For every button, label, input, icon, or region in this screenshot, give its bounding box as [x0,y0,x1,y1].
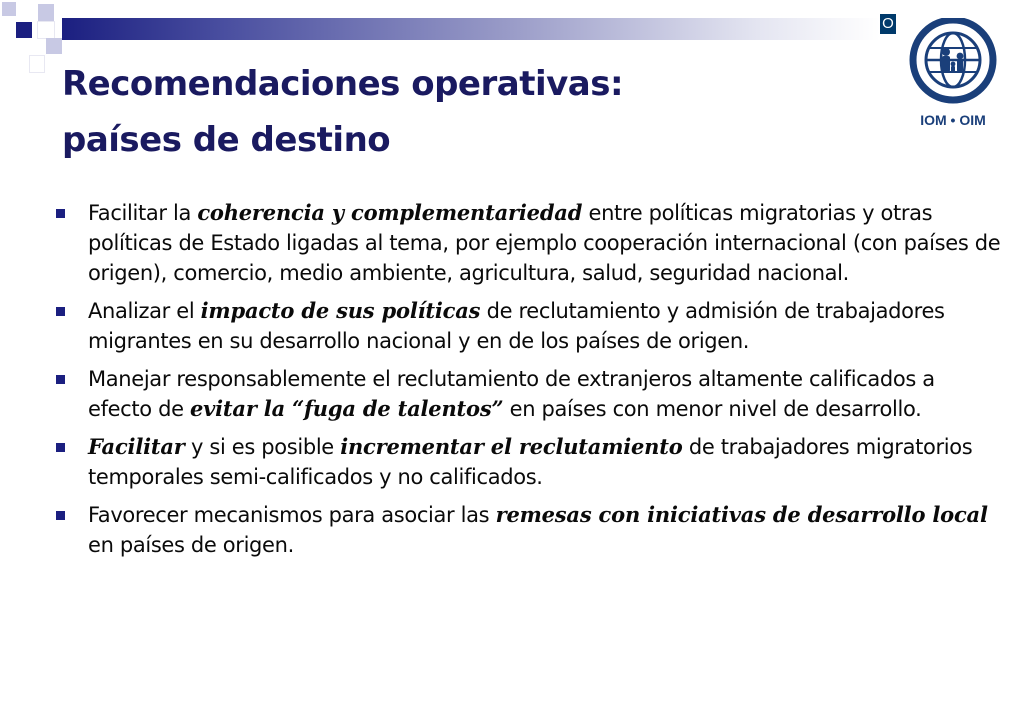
bullet-emphasis: Facilitar [88,434,185,459]
corner-square [46,38,62,54]
bullet-text: en países con menor nivel de desarrollo. [503,397,922,421]
bullet-emphasis: coherencia y complementariedad [197,200,583,225]
title-line: Recomendaciones operativas: [62,64,624,104]
title-line: países de destino [62,120,391,160]
corner-square [2,2,16,16]
corner-square [16,22,32,38]
bullet-text: en países de origen. [88,533,294,557]
square-bullet-icon [56,375,65,384]
bullet-emphasis: impacto de sus políticas [200,298,481,323]
bullet-item [52,364,1002,424]
logo-label: IOM • OIM [920,112,986,128]
square-bullet-icon [56,307,65,316]
page-title [62,56,623,168]
bullet-text: Analizar el [88,299,201,323]
bullet-emphasis: incrementar el reclutamiento [340,434,683,459]
bullet-text: y si es posible [184,435,341,459]
header-gradient-bar [62,18,880,40]
square-bullet-icon [56,443,65,452]
header-tab: O [880,14,896,34]
square-bullet-icon [56,209,65,218]
bullet-text: de reclutamiento y admisión de trabajadores migrantes en su desarrollo nacional y en de los países de origen. [88,299,945,353]
bullet-item [52,500,1002,560]
corner-square [38,4,54,22]
bullet-text: entre políticas migratorias y otras políticas de Estado ligadas al tema, por ejemplo cooperación internacional (con países de origen), comercio, medio ambiente, agricultura, salud, seguridad nacional. [88,201,1001,285]
square-bullet-icon [56,511,65,520]
bullet-item [52,432,1002,492]
corner-square [38,22,54,38]
un-emblem-logo-icon [903,18,1003,112]
bullet-list [52,198,1002,568]
corner-square [30,56,44,72]
bullet-item [52,198,1002,288]
bullet-item [52,296,1002,356]
bullet-text: Facilitar la [88,201,198,225]
iom-logo [903,18,1003,130]
bullet-emphasis: remesas con iniciativas de desarrollo local [495,502,988,527]
bullet-text: Manejar responsablemente el reclutamiento de extranjeros altamente calificados a efecto de [88,367,935,421]
bullet-text: de trabajadores migratorios temporales semi-calificados y no calificados. [88,435,973,489]
bullet-emphasis: evitar la “fuga de talentos” [189,396,504,421]
bullet-text: Favorecer mecanismos para asociar las [88,503,496,527]
